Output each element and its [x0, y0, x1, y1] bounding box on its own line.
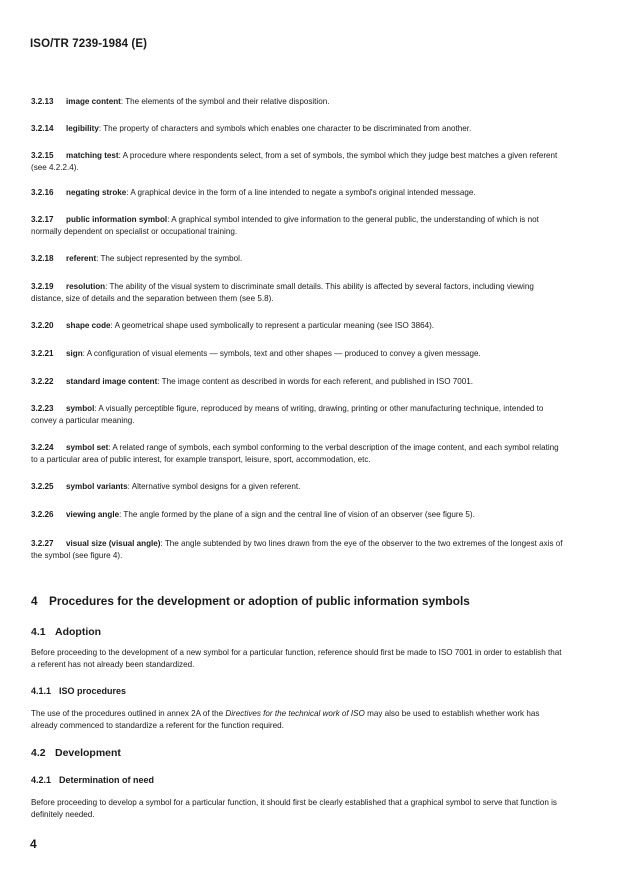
- section-4-1-1-heading: 4.1.1 ISO procedures: [31, 686, 127, 696]
- definition-item: 3.2.19 resolution: The ability of the visual system to discriminate small details. This ability is affected by several factors, including viewing distance, size of details and the separation between them (see 5.8).: [31, 282, 534, 304]
- section-4-1-heading: 4.1 Adoption: [31, 626, 102, 638]
- section-4-2-heading: 4.2 Development: [31, 747, 121, 759]
- definition-item: 3.2.23 symbol: A visually perceptible figure, reproduced by means of writing, drawing, printing or other manufacturing technique, intended to convey a particular meaning.: [31, 404, 544, 426]
- definition-item: 3.2.22 standard image content: The image content as described in words for each referent, and published in ISO 7001.: [31, 377, 473, 386]
- definition-item: 3.2.20 shape code: A geometrical shape used symbolically to represent a particular meaning (see ISO 3864).: [31, 321, 435, 330]
- section-4-1-1-paragraph: The use of the procedures outlined in annex 2A of the Directives for the technical work of ISO may also be used to establish whether work has already commenced to standardize a referent for the function required.: [31, 709, 540, 731]
- page-number: 4: [30, 837, 37, 851]
- definition-item: 3.2.25 symbol variants: Alternative symbol designs for a given referent.: [31, 482, 301, 491]
- definition-item: 3.2.17 public information symbol: A graphical symbol intended to give information to the general public, the understanding of which is not normally dependent on specialist or occupational training.: [31, 215, 539, 237]
- section-4-2-1-heading: 4.2.1 Determination of need: [31, 775, 155, 785]
- definition-item: 3.2.21 sign: A configuration of visual elements — symbols, text and other shapes — produced to convey a given message.: [31, 349, 481, 358]
- document-header: ISO/TR 7239-1984 (E): [30, 38, 148, 50]
- definition-item: 3.2.26 viewing angle: The angle formed by the plane of a sign and the central line of vision of an observer (see figure 5).: [31, 510, 475, 519]
- definition-item: 3.2.27 visual size (visual angle): The angle subtended by two lines drawn from the eye of the observer to the two extremes of the longest axis of the symbol (see figure 4).: [31, 539, 563, 561]
- definition-item: 3.2.14 legibility: The property of characters and symbols which enables one character to be discriminated from another.: [31, 124, 472, 133]
- definition-item: 3.2.18 referent: The subject represented by the symbol.: [31, 254, 243, 263]
- definition-item: 3.2.24 symbol set: A related range of symbols, each symbol conforming to the verbal description of the image content, and each symbol relating to a particular area of public interest, for example transport, leisure, sport, accommodation, etc.: [31, 443, 559, 465]
- section-4-2-1-paragraph: Before proceeding to develop a symbol for a particular function, it should first be clearly established that a graphical symbol to serve that function is definitely needed.: [31, 798, 557, 820]
- definition-item: 3.2.13 image content: The elements of the symbol and their relative disposition.: [31, 97, 330, 106]
- section-4-1-paragraph: Before proceeding to the development of a new symbol for a particular function, reference should first be made to ISO 7001 in order to establish that a referent has not already been standardized.: [31, 648, 562, 670]
- definition-item: 3.2.16 negating stroke: A graphical device in the form of a line intended to negate a symbol's original intended message.: [31, 188, 476, 197]
- section-4-heading: 4 Procedures for the development or adoption of public information symbols: [31, 594, 470, 608]
- definition-item: 3.2.15 matching test: A procedure where respondents select, from a set of symbols, the symbol which they judge best matches a given referent (see 4.2.2.4).: [31, 151, 558, 173]
